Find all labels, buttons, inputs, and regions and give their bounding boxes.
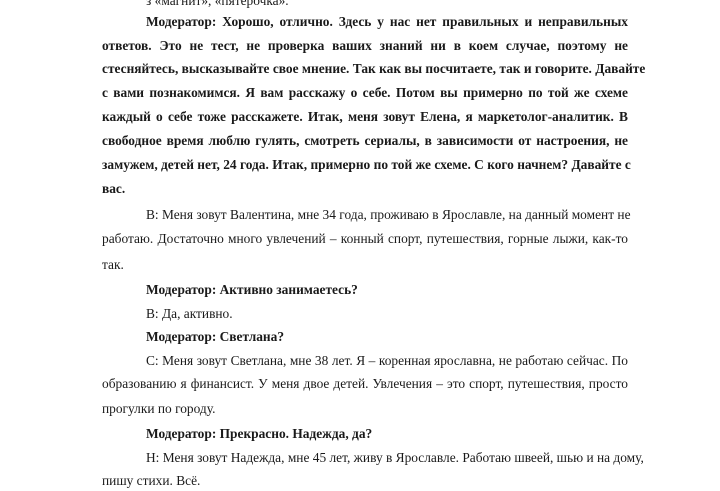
text-line-bold: стесняйтесь, высказывайте свое мнение. Так как вы посчитаете, так и говорите. Давайте bbox=[102, 61, 646, 76]
text-line: прогулки по городу. bbox=[102, 401, 216, 416]
text-line: образованию я финансист. У меня двое детей. Увлечения – это спорт, путешествия, просто bbox=[102, 376, 628, 391]
text-line-bold: Модератор: Активно занимаетесь? bbox=[146, 282, 358, 297]
text-line: з «магнит», «пятерочка». bbox=[146, 0, 289, 8]
text-line: так. bbox=[102, 257, 124, 272]
text-line-bold: свободное время люблю гулять, смотреть сериалы, в зависимости от настроения, не bbox=[102, 133, 628, 148]
text-line-bold: ответов. Это не тест, не проверка ваших знаний ни в коем случае, поэтому не bbox=[102, 38, 628, 53]
text-line-bold: вас. bbox=[102, 181, 126, 196]
text-line: В: Меня зовут Валентина, мне 34 года, проживаю в Ярославле, на данный момент не bbox=[146, 207, 631, 222]
text-line-bold: Модератор: Хорошо, отлично. Здесь у нас нет правильных и неправильных bbox=[146, 14, 628, 29]
text-line-bold: каждый о себе тоже расскажете. Итак, меня зовут Елена, я маркетолог-аналитик. В bbox=[102, 109, 628, 124]
text-line-bold: замужем, детей нет, 24 года. Итак, примерно по той же схеме. С кого начнем? Давайте с bbox=[102, 157, 631, 172]
text-line: Н: Меня зовут Надежда, мне 45 лет, живу в Ярославле. Работаю швеей, шью и на дому, bbox=[146, 450, 644, 465]
text-line: пишу стихи. Всё. bbox=[102, 473, 201, 488]
text-line-bold: Модератор: Светлана? bbox=[146, 329, 285, 344]
text-line-bold: с вами познакомимся. Я вам расскажу о себе. Потом вы примерно по той же схеме bbox=[102, 85, 628, 100]
text-line: работаю. Достаточно много увлечений – конный спорт, путешествия, горные лыжи, как-то bbox=[102, 231, 628, 246]
text-line: В: Да, активно. bbox=[146, 306, 233, 321]
text-line: С: Меня зовут Светлана, мне 38 лет. Я – коренная ярославна, не работаю сейчас. По bbox=[146, 353, 628, 368]
text-line-bold: Модератор: Прекрасно. Надежда, да? bbox=[146, 426, 373, 441]
